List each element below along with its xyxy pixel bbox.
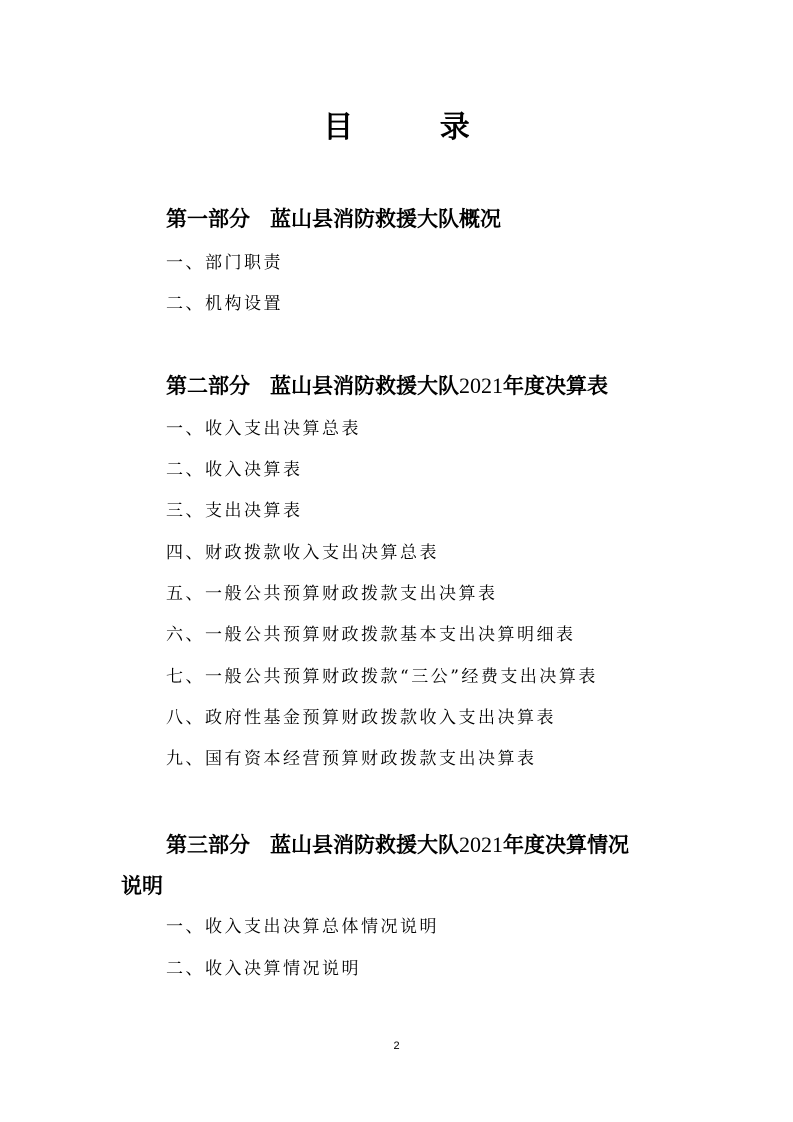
part-3-item-2: 二、收入决算情况说明 [166,959,361,979]
part-2-heading [166,366,726,406]
part-2-item-8: 八、政府性基金预算财政拨款收入支出决算表 [166,708,556,728]
part-3-label: 第三部分 [166,833,250,857]
part-2-title-post: 年度决算表 [503,374,608,398]
part-3-item-1: 一、收入支出决算总体情况说明 [166,917,439,937]
part-2-item-2: 二、收入决算表 [166,460,303,480]
part-3-title-pre: 蓝山县消防救援大队 [270,833,459,857]
page-number: 2 [393,1040,400,1052]
part-1-heading [166,199,726,239]
part-1-label: 第一部分 [166,207,250,231]
part-2-item-5: 五、一般公共预算财政拨款支出决算表 [166,584,498,604]
part-2-label: 第二部分 [166,374,250,398]
part-1-item-1: 一、部门职责 [166,253,283,273]
part-2-item-6: 六、一般公共预算财政拨款基本支出决算明细表 [166,625,576,645]
part-2-item-9: 九、国有资本经营预算财政拨款支出决算表 [166,749,537,769]
part-3-heading-cont: 说明 [121,874,163,898]
part-2-item-3: 三、支出决算表 [166,501,303,521]
part-3-year: 2021 [459,832,503,857]
part-1-item-2: 二、机构设置 [166,294,283,314]
part-2-item-7: 七、一般公共预算财政拨款“三公”经费支出决算表 [166,667,598,687]
page-title: 目 录 [323,110,508,145]
part-2-year: 2021 [459,373,503,398]
part-2-title-pre: 蓝山县消防救援大队 [270,374,459,398]
part-2-item-4: 四、财政拨款收入支出决算总表 [166,543,439,563]
part-2-item-1: 一、收入支出决算总表 [166,419,361,439]
part-1-title: 蓝山县消防救援大队概况 [270,207,501,231]
part-3-title-post: 年度决算情况 [503,833,629,857]
part-3-heading [166,825,726,865]
